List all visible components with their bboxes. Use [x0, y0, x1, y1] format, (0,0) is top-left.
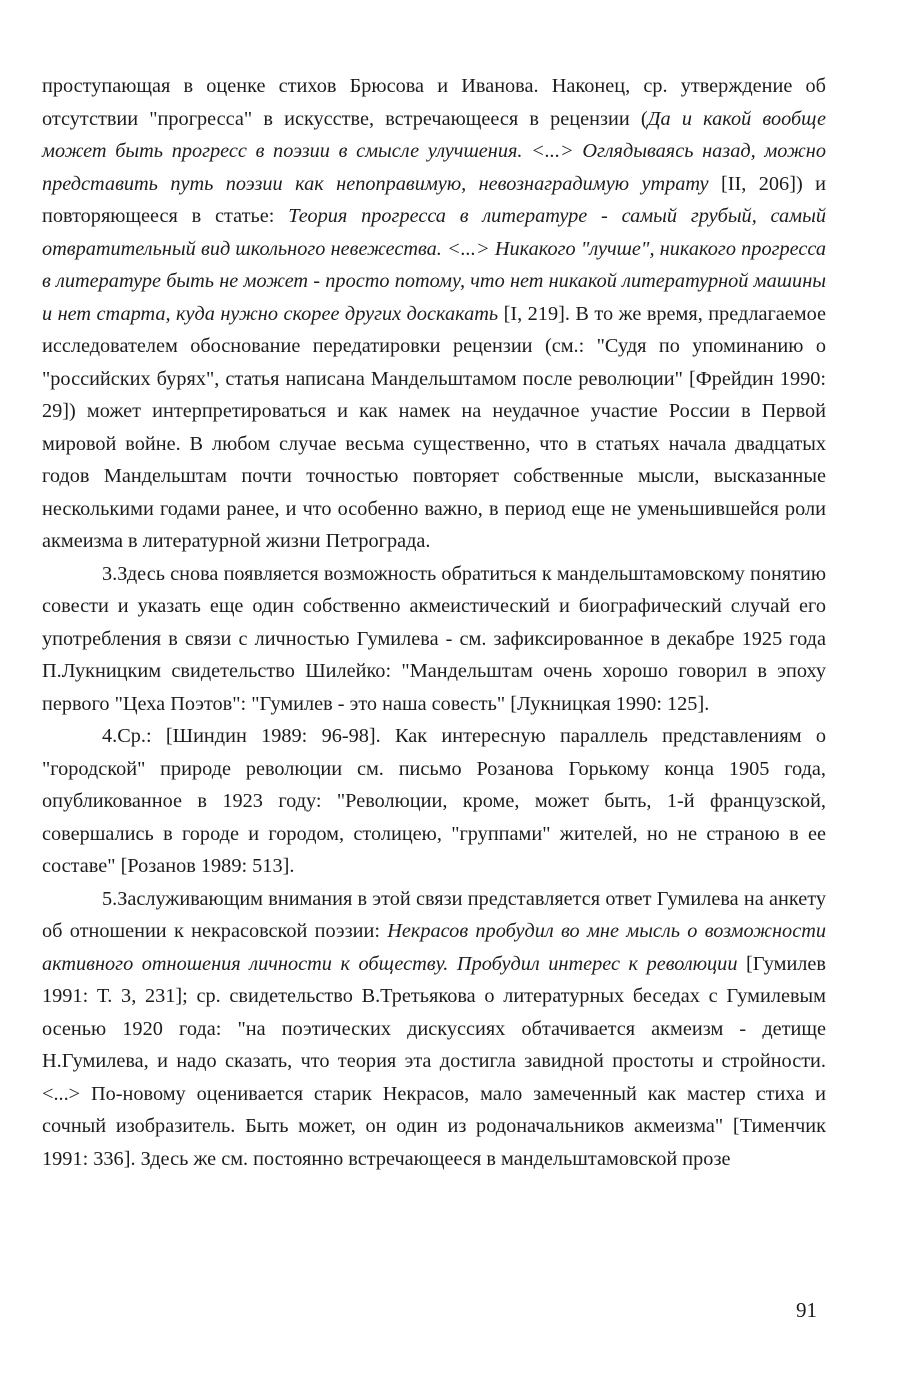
italic-quote: Да и какой вообще может быть прогресс в поэзии в смысле улучшения. <...> Оглядываясь назад, можно представить путь поэзии как непоправимую, невознаградимую утрату [42, 107, 826, 195]
text-run: [II, 206]) и повторяющееся в статье: [42, 172, 826, 227]
body-text [42, 70, 826, 1175]
text-run: проступающая в оценке стихов Брюсова и Иванова. Наконец, ср. утверждение об отсутствии "прогресса" в искусстве, встречающееся в рецензии ( [42, 75, 826, 130]
paragraph [42, 558, 826, 721]
text-run: 4.Ср.: [Шиндин 1989: 96-98]. Как интересную параллель представлениям о "городской" природе революции см. письмо Розанова Горькому конца 1905 года, опубликованное в 1923 году: "Революции, кроме, может быть, 1-й французской, совершались в городе и городом, столицею, "группами" жителей, но не страною в ее составе" [Розанов 1989: 513]. [42, 725, 826, 877]
text-run: 3.Здесь снова появляется возможность обратиться к мандельштамовскому понятию совести и указать еще один собственно акмеистический и биографический случай его употребления в связи с личностью Гумилева - см. зафиксированное в декабре 1925 года П.Лукницким свидетельство Шилейко: "Мандельштам очень хорошо говорил в эпоху первого "Цеха Поэтов": "Гумилев - это наша совесть" [Лукницкая 1990: 125]. [42, 562, 826, 715]
text-run: 5.Заслуживающим внимания в этой связи представляется ответ Гумилева на анкету об отношении к некрасовской поэзии: [42, 887, 826, 942]
text-run: [I, 219]. В то же время, предлагаемое исследователем обоснование передатировки рецензии (см.: "Судя по упоминанию о "российских бурях", статья написана Мандельштамом после революции" [Фрейдин 1990: 29]) может интерпретироваться и как намек на неудачное участие России в Первой мировой войне. В любом случае весьма существенно, что в статьях начала двадцатых годов Мандельштам почти точностью повторяет собственные мысли, высказанные несколькими годами ранее, и что особенно важно, в период еще не уменьшившейся роли акмеизма в литературной жизни Петрограда. [42, 302, 826, 552]
paragraph [42, 70, 826, 558]
page-number: 91 [796, 1298, 817, 1322]
paragraph [42, 883, 826, 1176]
italic-quote: Теория прогресса в литературе - самый грубый, самый отвратительный вид школьного невежества. <...> Никакого "лучше", никакого прогресса в литературе быть не может - просто потому, что нет никакой литературной машины и нет старта, куда нужно скорее других доскакать [42, 205, 826, 325]
paragraph [42, 720, 826, 883]
text-run: [Гумилев 1991: Т. 3, 231]; ср. свидетельство В.Третьякова о литературных беседах с Гумилевым осенью 1920 года: "на поэтических дискуссиях обтачивается акмеизм - детище Н.Гумилева, и надо сказать, что теория эта достигла завидной простоты и стройности. <...> По-новому оценивается старик Некрасов, мало замеченный как мастер стиха и сочный изобразитель. Быть может, он один из родоначальников акмеизма" [Тименчик 1991: 336]. Здесь же см. постоянно встречающееся в мандельштамовской прозе [42, 952, 826, 1170]
italic-quote: Некрасов пробудил во мне мысль о возможности активного отношения личности к обществу. Пробудил интерес к революции [42, 920, 826, 975]
